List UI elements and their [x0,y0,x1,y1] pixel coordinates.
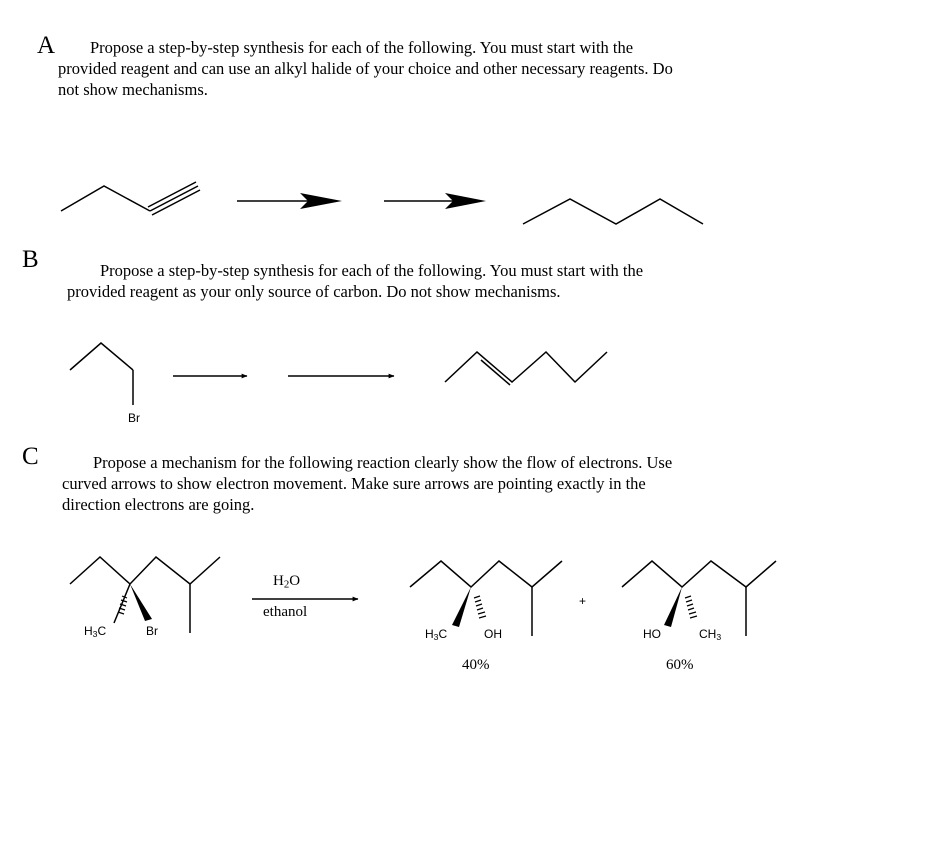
section-a-arrow-1 [237,193,342,209]
section-a-product-alkane [523,199,703,224]
section-b-br-label: Br [128,411,140,425]
section-c-product-1 [410,561,562,636]
section-b-reactant-bromide [70,343,133,405]
section-b-line-1: Propose a step-by-step synthesis for each of the following. You must start with the [100,261,644,280]
reagent-water-label: $H_2O$ [273,573,301,591]
section-c-line-3: direction electrons are going. [62,495,255,514]
product-1-methyl-label: $H_3C$ [425,627,448,643]
section-a-line-3: not show mechanisms. [58,80,208,99]
product-2-wedge-bond [664,587,682,627]
section-c-line-1: Propose a mechanism for the following reaction clearly show the flow of electrons. Use [93,453,673,472]
section-c-letter: C [22,443,39,470]
product-1-yield: 40% [462,657,490,673]
section-b-line-2: provided reagent as your only source of carbon. Do not show mechanisms. [67,282,561,301]
product-1-wedge-bond [452,587,471,627]
section-a-letter: A [37,32,56,59]
product-1-hydroxyl-label: OH [484,627,502,641]
section-a-line-1: Propose a step-by-step synthesis for each of the following. You must start with the [90,38,634,57]
product-1-hash-bond [474,596,486,618]
solvent-label: ethanol [263,604,308,620]
section-b-product-alkene [445,352,607,385]
reactant-wedge-bond [130,584,152,621]
product-2-hydroxyl-label: HO [643,627,661,641]
section-c-reactant [70,557,220,633]
section-a-line-2: provided reagent and can use an alkyl halide of your choice and other necessary reagents. Do [58,59,673,78]
section-c-product-2 [622,561,776,636]
section-a-reactant-alkyne [61,182,200,215]
section-c-line-2: curved arrows to show electron movement. Make sure arrows are pointing exactly in the [62,474,646,493]
product-2-methyl-label: $CH_3$ [699,627,722,643]
section-a-arrow-2 [384,193,486,209]
plus-sign: + [579,594,587,608]
product-2-hash-bond [685,596,697,618]
section-b-letter: B [22,246,39,273]
reactant-methyl-label: $H_3C$ [84,624,107,640]
reactant-leaving-group-label: Br [146,624,158,638]
product-2-yield: 60% [666,657,694,673]
